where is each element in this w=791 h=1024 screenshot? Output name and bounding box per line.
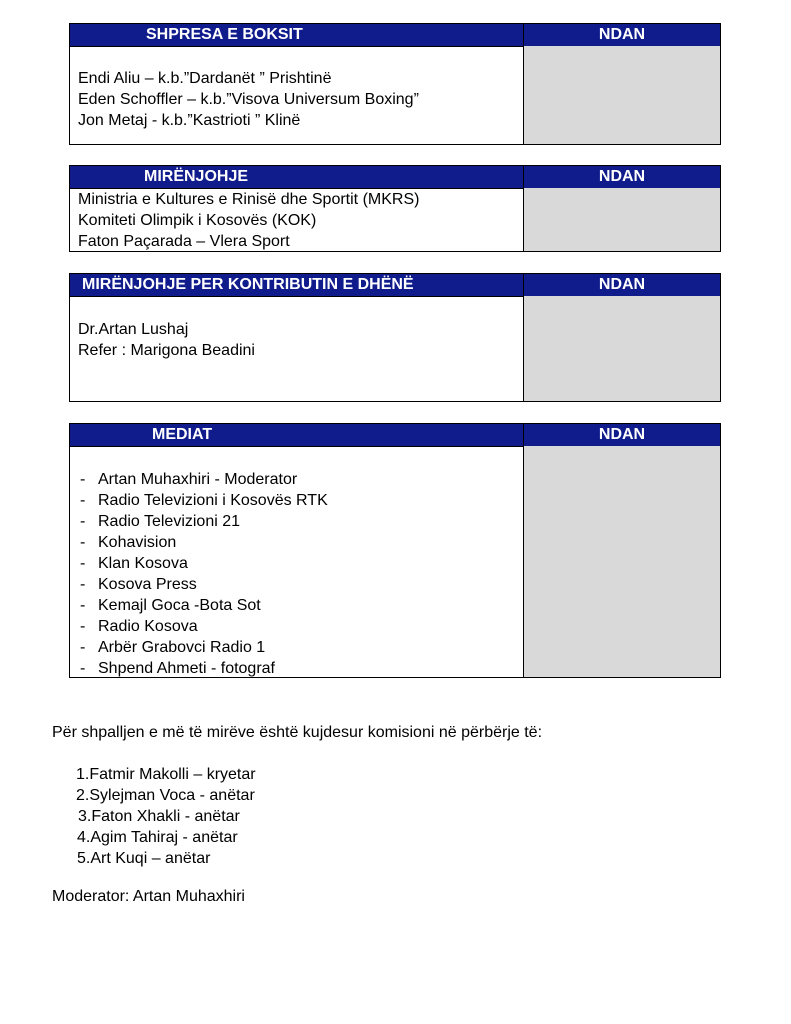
list-item: - Kosova Press bbox=[70, 574, 510, 595]
list-item: - Radio Televizioni 21 bbox=[70, 511, 510, 532]
dash-bullet: - bbox=[80, 492, 86, 509]
list-item: - Klan Kosova bbox=[70, 553, 510, 574]
table-title: MIRËNJOHJE PER KONTRIBUTIN E DHËNË bbox=[82, 276, 414, 293]
committee-member: 2.Sylejman Voca - anëtar bbox=[76, 787, 255, 804]
committee-member: 5.Art Kuqi – anëtar bbox=[77, 850, 211, 867]
list-item: - Arbër Grabovci Radio 1 bbox=[70, 637, 510, 658]
table-title: MEDIAT bbox=[152, 426, 213, 443]
dash-bullet: - bbox=[80, 576, 86, 593]
list-item: Eden Schoffler – k.b.”Visova Universum Boxing” bbox=[78, 91, 419, 108]
table-right-header: NDAN bbox=[523, 166, 720, 188]
list-item: Faton Paçarada – Vlera Sport bbox=[78, 233, 290, 250]
list-item: Refer : Marigona Beadini bbox=[78, 342, 255, 359]
committee-member: 1.Fatmir Makolli – kryetar bbox=[76, 766, 256, 783]
list-item: Ministria e Kultures e Rinisë dhe Sportit (MKRS) bbox=[78, 191, 420, 208]
list-item: Komiteti Olimpik i Kosovës (KOK) bbox=[78, 212, 317, 229]
dash-bullet: - bbox=[80, 639, 86, 656]
committee-member: 3.Faton Xhakli - anëtar bbox=[78, 808, 240, 825]
dash-bullet: - bbox=[80, 471, 86, 488]
table-body bbox=[78, 319, 518, 361]
list-item: - Kohavision bbox=[70, 532, 510, 553]
table-header bbox=[70, 24, 720, 47]
table-body bbox=[78, 189, 518, 252]
table-body bbox=[70, 469, 510, 679]
list-item: Endi Aliu – k.b.”Dardanët ” Prishtinë bbox=[78, 70, 332, 87]
dash-bullet: - bbox=[80, 618, 86, 635]
table-header bbox=[70, 166, 720, 189]
dash-bullet: - bbox=[80, 660, 86, 677]
table-title: SHPRESA E BOKSIT bbox=[146, 26, 303, 43]
committee-member: 4.Agim Tahiraj - anëtar bbox=[77, 829, 238, 846]
grey-cell bbox=[523, 296, 720, 401]
list-item: Dr.Artan Lushaj bbox=[78, 321, 189, 338]
table-mediat bbox=[69, 423, 721, 678]
list-item: - Radio Televizioni i Kosovës RTK bbox=[70, 490, 510, 511]
table-right-header: NDAN bbox=[523, 274, 720, 296]
dash-bullet: - bbox=[80, 597, 86, 614]
committee-list bbox=[76, 764, 256, 869]
list-item: - Artan Muhaxhiri - Moderator bbox=[70, 469, 510, 490]
table-mirenjohje bbox=[69, 165, 721, 252]
grey-cell bbox=[523, 188, 720, 251]
table-shpresa-e-boksit bbox=[69, 23, 721, 145]
grey-cell bbox=[523, 46, 720, 144]
table-header bbox=[70, 424, 720, 447]
list-item: - Kemajl Goca -Bota Sot bbox=[70, 595, 510, 616]
grey-cell bbox=[523, 446, 720, 677]
table-header bbox=[70, 274, 720, 297]
committee-intro: Për shpalljen e më të mirëve është kujdesur komisioni në përbërje të: bbox=[52, 724, 543, 741]
list-item: Jon Metaj - k.b.”Kastrioti ” Klinë bbox=[78, 112, 301, 129]
dash-bullet: - bbox=[80, 555, 86, 572]
list-item: - Radio Kosova bbox=[70, 616, 510, 637]
table-title: MIRËNJOHJE bbox=[144, 168, 249, 185]
list-item: - Shpend Ahmeti - fotograf bbox=[70, 658, 510, 679]
table-right-header: NDAN bbox=[523, 424, 720, 446]
dash-bullet: - bbox=[80, 513, 86, 530]
table-mirenjohje-kontribut bbox=[69, 273, 721, 402]
dash-bullet: - bbox=[80, 534, 86, 551]
table-body bbox=[78, 68, 518, 131]
moderator-line: Moderator: Artan Muhaxhiri bbox=[52, 888, 245, 905]
table-right-header: NDAN bbox=[523, 24, 720, 46]
